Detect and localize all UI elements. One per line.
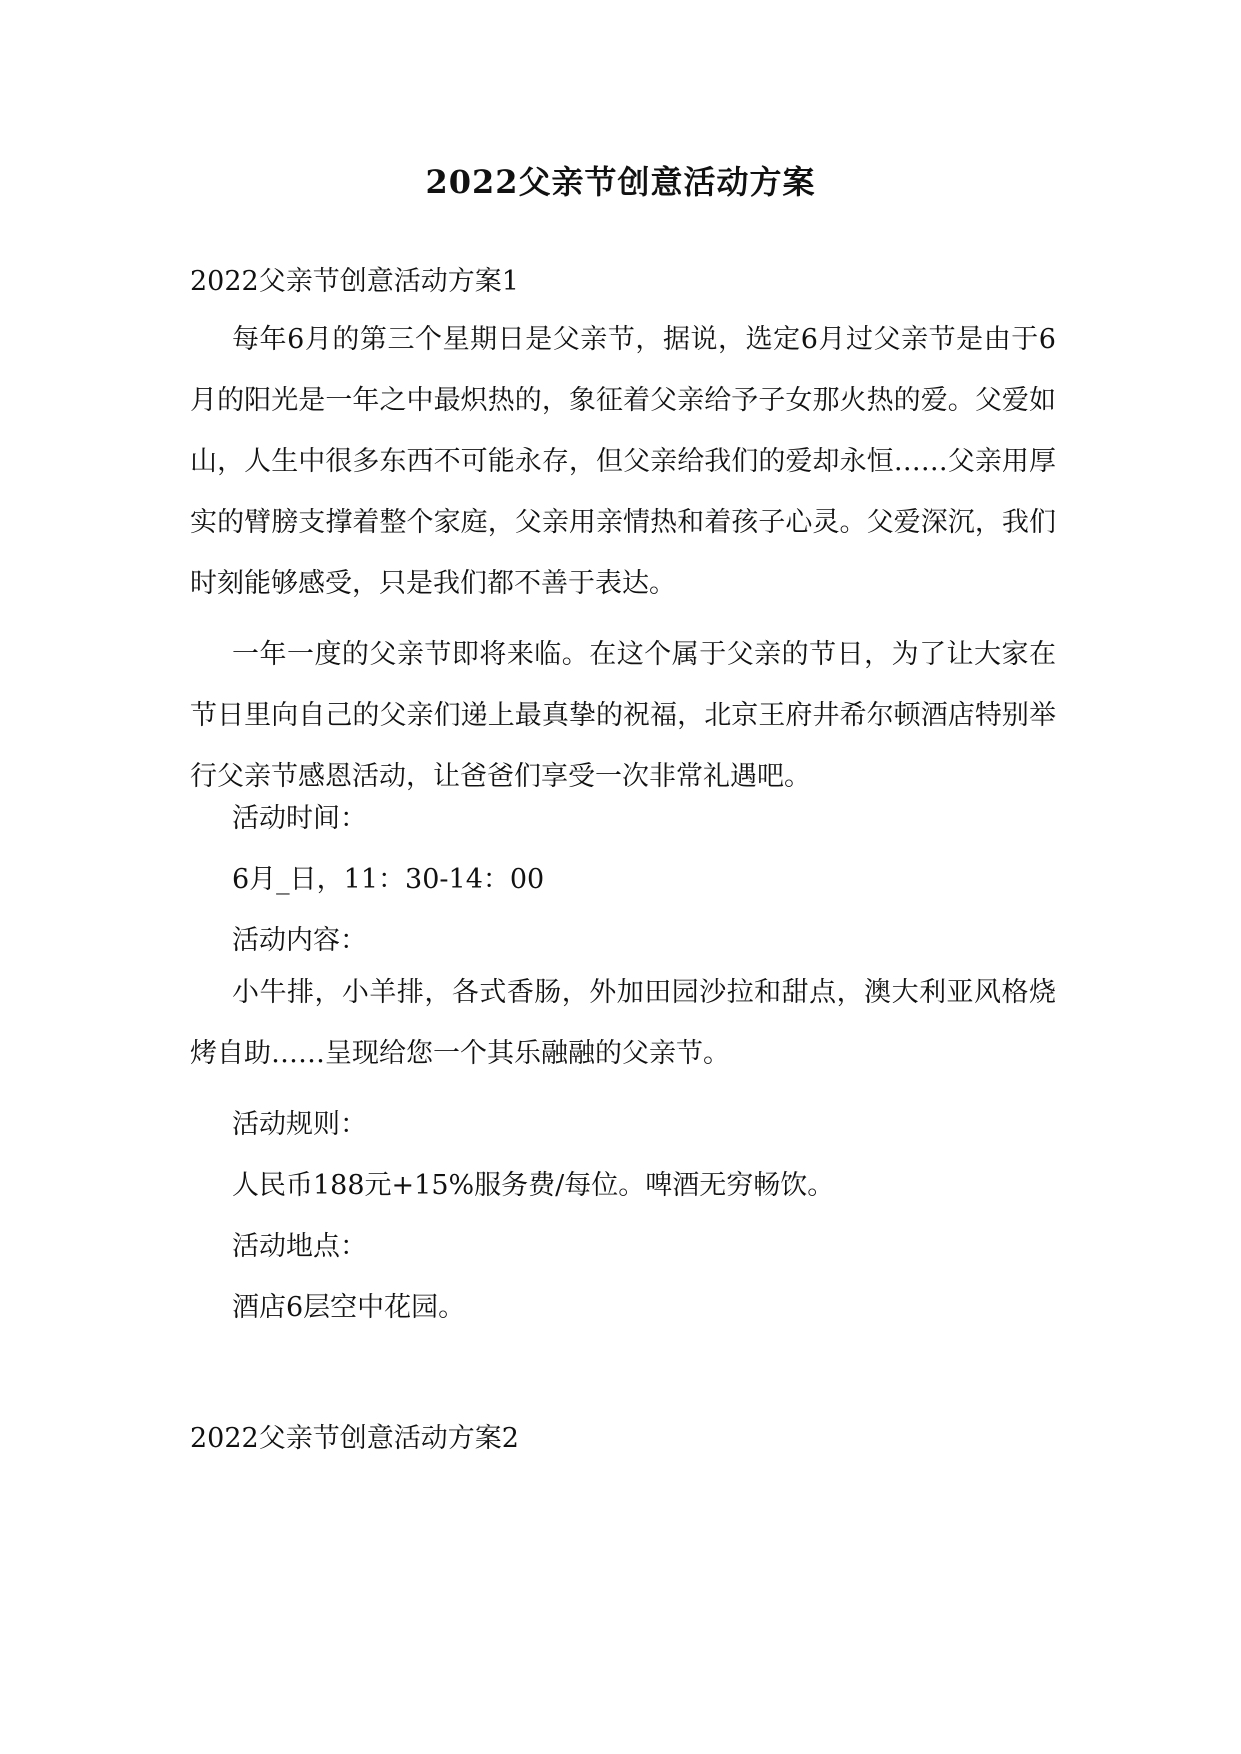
activity-content-label: 活动内容： — [232, 925, 367, 956]
activity-rules-value: 人民币188元+15%服务费/每位。啤酒无穷畅饮。 — [232, 1170, 835, 1201]
activity-time-label: 活动时间： — [232, 803, 367, 834]
activity-time-value: 6月_日，11：30-14：00 — [232, 864, 545, 895]
section-1-intro — [190, 309, 1056, 807]
document-title: 2022父亲节创意活动方案 — [425, 163, 816, 201]
activity-content-block — [190, 962, 1056, 1084]
activity-location-value: 酒店6层空中花园。 — [232, 1292, 466, 1323]
section-heading-2: 2022父亲节创意活动方案2 — [190, 1423, 519, 1454]
paragraph-hotel-event: 一年一度的父亲节即将来临。在这个属于父亲的节日，为了让大家在节日里向自己的父亲们递上最真挚的祝福，北京王府井希尔顿酒店特别举行父亲节感恩活动，让爸爸们享受一次非常礼遇吧。 — [190, 639, 1056, 792]
activity-location-label: 活动地点： — [232, 1231, 367, 1262]
activity-rules-label: 活动规则： — [232, 1109, 367, 1140]
section-heading-1: 2022父亲节创意活动方案1 — [190, 266, 519, 297]
activity-content-value: 小牛排，小羊排，各式香肠，外加田园沙拉和甜点，澳大利亚风格烧烤自助……呈现给您一个其乐融融的父亲节。 — [190, 977, 1056, 1069]
paragraph-father-day-intro: 每年6月的第三个星期日是父亲节，据说，选定6月过父亲节是由于6月的阳光是一年之中最炽热的，象征着父亲给予子女那火热的爱。父爱如山，人生中很多东西不可能永存，但父亲给我们的爱却永恒……父亲用厚实的臂膀支撑着整个家庭，父亲用亲情热和着孩子心灵。父爱深沉，我们时刻能够感受，只是我们都不善于表达。 — [190, 324, 1056, 599]
